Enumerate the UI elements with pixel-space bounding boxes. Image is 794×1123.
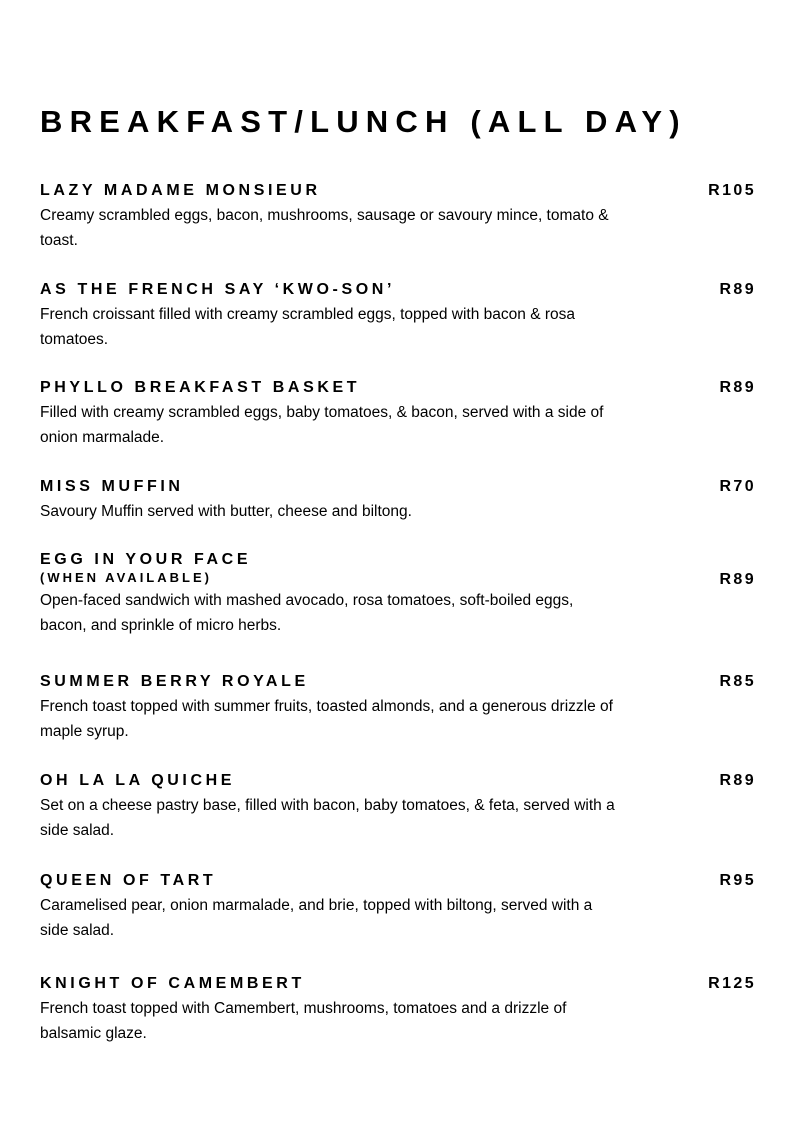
item-price: R125 xyxy=(708,975,756,992)
item-name: KNIGHT OF CAMEMBERT xyxy=(40,975,305,992)
menu-item-phyllo-breakfast-basket xyxy=(40,378,756,450)
item-name: MISS MUFFIN xyxy=(40,478,184,495)
item-price: R70 xyxy=(719,478,756,495)
menu-item-kwo-son xyxy=(40,280,756,352)
item-price: R89 xyxy=(719,571,756,588)
page-title: BREAKFAST/LUNCH (ALL DAY) xyxy=(40,104,687,139)
item-availability-note: (WHEN AVAILABLE) xyxy=(40,570,212,585)
item-price: R89 xyxy=(719,281,756,298)
menu-item-oh-la-la-quiche xyxy=(40,771,756,843)
menu-item-knight-of-camembert xyxy=(40,974,756,1046)
item-description: Caramelised pear, onion marmalade, and brie, topped with biltong, served with a side salad. xyxy=(40,897,593,939)
menu-item-summer-berry-royale xyxy=(40,672,756,744)
item-description: Filled with creamy scrambled eggs, baby tomatoes, & bacon, served with a side of onion marmalade. xyxy=(40,404,604,446)
item-name: QUEEN OF TART xyxy=(40,872,217,889)
item-description: Set on a cheese pastry base, filled with bacon, baby tomatoes, & feta, served with a side salad. xyxy=(40,797,615,839)
item-price: R89 xyxy=(719,772,756,789)
item-description: French croissant filled with creamy scrambled eggs, topped with bacon & rosa tomatoes. xyxy=(40,306,575,348)
item-description: Savoury Muffin served with butter, cheese and biltong. xyxy=(40,503,412,520)
item-name: OH LA LA QUICHE xyxy=(40,772,236,789)
item-price: R105 xyxy=(708,182,756,199)
item-name: EGG IN YOUR FACE xyxy=(40,551,252,568)
menu-item-egg-in-your-face xyxy=(40,550,756,638)
item-description: Open-faced sandwich with mashed avocado, rosa tomatoes, soft-boiled eggs, bacon, and sprinkle of micro herbs. xyxy=(40,592,574,634)
item-description: French toast topped with summer fruits, toasted almonds, and a generous drizzle of maple syrup. xyxy=(40,698,613,740)
item-description: French toast topped with Camembert, mushrooms, tomatoes and a drizzle of balsamic glaze. xyxy=(40,1000,567,1042)
item-name: LAZY MADAME MONSIEUR xyxy=(40,182,321,199)
item-name: AS THE FRENCH SAY ‘KWO-SON’ xyxy=(40,281,396,298)
item-name: PHYLLO BREAKFAST BASKET xyxy=(40,379,361,396)
item-price: R89 xyxy=(719,379,756,396)
menu-item-miss-muffin xyxy=(40,477,756,524)
item-price: R85 xyxy=(719,673,756,690)
menu-item-queen-of-tart xyxy=(40,871,756,943)
item-description: Creamy scrambled eggs, bacon, mushrooms, sausage or savoury mince, tomato & toast. xyxy=(40,207,609,249)
menu-item-lazy-madame-monsieur xyxy=(40,181,756,253)
item-name: SUMMER BERRY ROYALE xyxy=(40,673,309,690)
item-price: R95 xyxy=(719,872,756,889)
